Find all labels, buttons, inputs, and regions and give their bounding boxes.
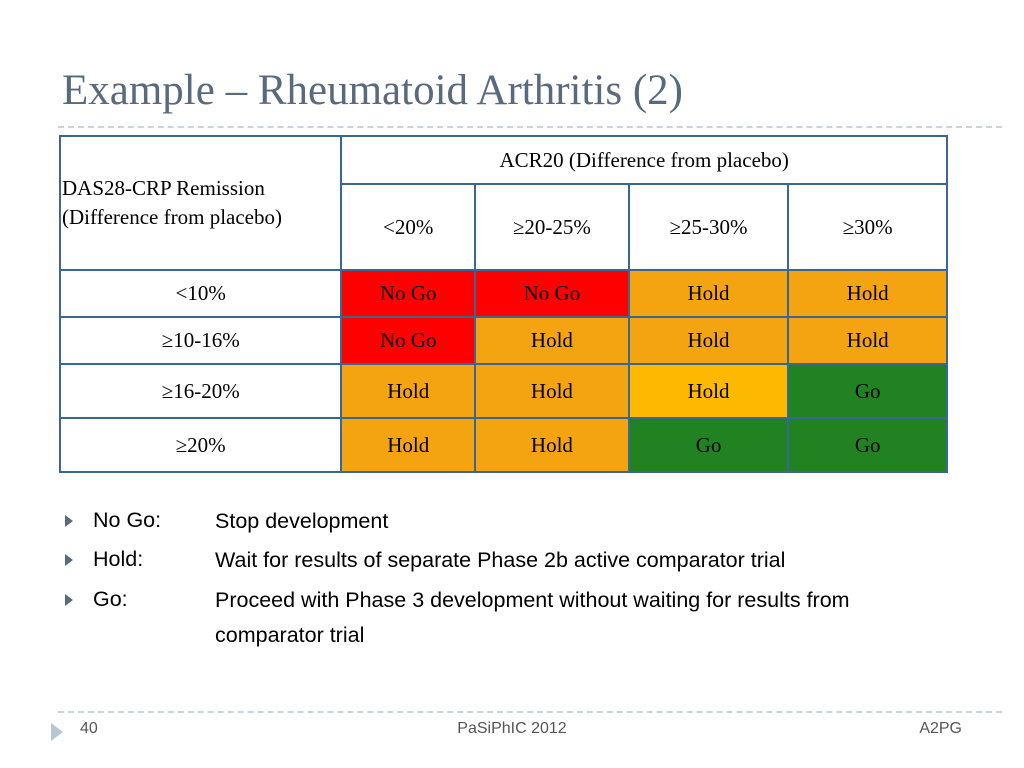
- triangle-bullet-icon: [62, 593, 76, 607]
- decision-cell: Hold: [475, 418, 629, 472]
- row-label: <10%: [60, 270, 341, 317]
- decision-cell: No Go: [341, 317, 475, 364]
- triangle-bullet-icon: [62, 553, 76, 567]
- legend-desc: Stop development: [215, 509, 389, 533]
- decision-cell: Hold: [475, 364, 629, 418]
- legend-term: Go:: [93, 586, 128, 611]
- row-header-title: DAS28-CRP Remission (Difference from placebo): [60, 136, 341, 270]
- decision-cell: No Go: [341, 270, 475, 317]
- decision-cell: Hold: [341, 418, 475, 472]
- footer-right-text: A2PG: [919, 720, 962, 737]
- table-row: [60, 364, 947, 418]
- title-divider: [58, 126, 1002, 128]
- triangle-bullet-icon: [62, 514, 76, 528]
- decision-cell: Hold: [629, 317, 789, 364]
- legend-desc: Proceed with Phase 3 development without waiting for results from comparator trial: [215, 587, 850, 648]
- decision-table: [59, 135, 948, 473]
- list-item: [62, 547, 962, 578]
- list-item: [62, 587, 962, 654]
- decision-cell: Hold: [629, 270, 789, 317]
- table-row: [60, 317, 947, 364]
- decision-cell: No Go: [475, 270, 629, 317]
- row-label: ≥16-20%: [60, 364, 341, 418]
- col-header: ≥20-25%: [475, 184, 629, 270]
- decision-cell: Hold: [629, 364, 789, 418]
- decision-cell: Hold: [788, 270, 947, 317]
- decision-cell: Hold: [341, 364, 475, 418]
- decision-cell: Go: [788, 364, 947, 418]
- col-header: <20%: [341, 184, 475, 270]
- legend-term: No Go:: [93, 508, 162, 532]
- decision-cell: Hold: [475, 317, 629, 364]
- table-row: [60, 418, 947, 472]
- row-label: ≥20%: [60, 418, 341, 472]
- legend-desc: Wait for results of separate Phase 2b active comparator trial: [215, 548, 786, 573]
- legend-list: [62, 508, 962, 662]
- decision-cell: Go: [788, 418, 947, 472]
- col-header: ≥25-30%: [629, 184, 789, 270]
- decision-cell: Go: [629, 418, 789, 472]
- footer-divider: [58, 711, 1002, 713]
- legend-term: Hold:: [93, 547, 144, 572]
- list-item: [62, 508, 962, 539]
- table-row: [60, 270, 947, 317]
- footer-center-text: PaSiPhIC 2012: [457, 720, 567, 737]
- decision-cell: Hold: [788, 317, 947, 364]
- col-header-title: ACR20 (Difference from placebo): [341, 136, 947, 184]
- slide-title: Example – Rheumatoid Arthritis (2): [62, 67, 684, 114]
- row-label: ≥10-16%: [60, 317, 341, 364]
- page-number: 40: [80, 720, 98, 737]
- col-header: ≥30%: [788, 184, 947, 270]
